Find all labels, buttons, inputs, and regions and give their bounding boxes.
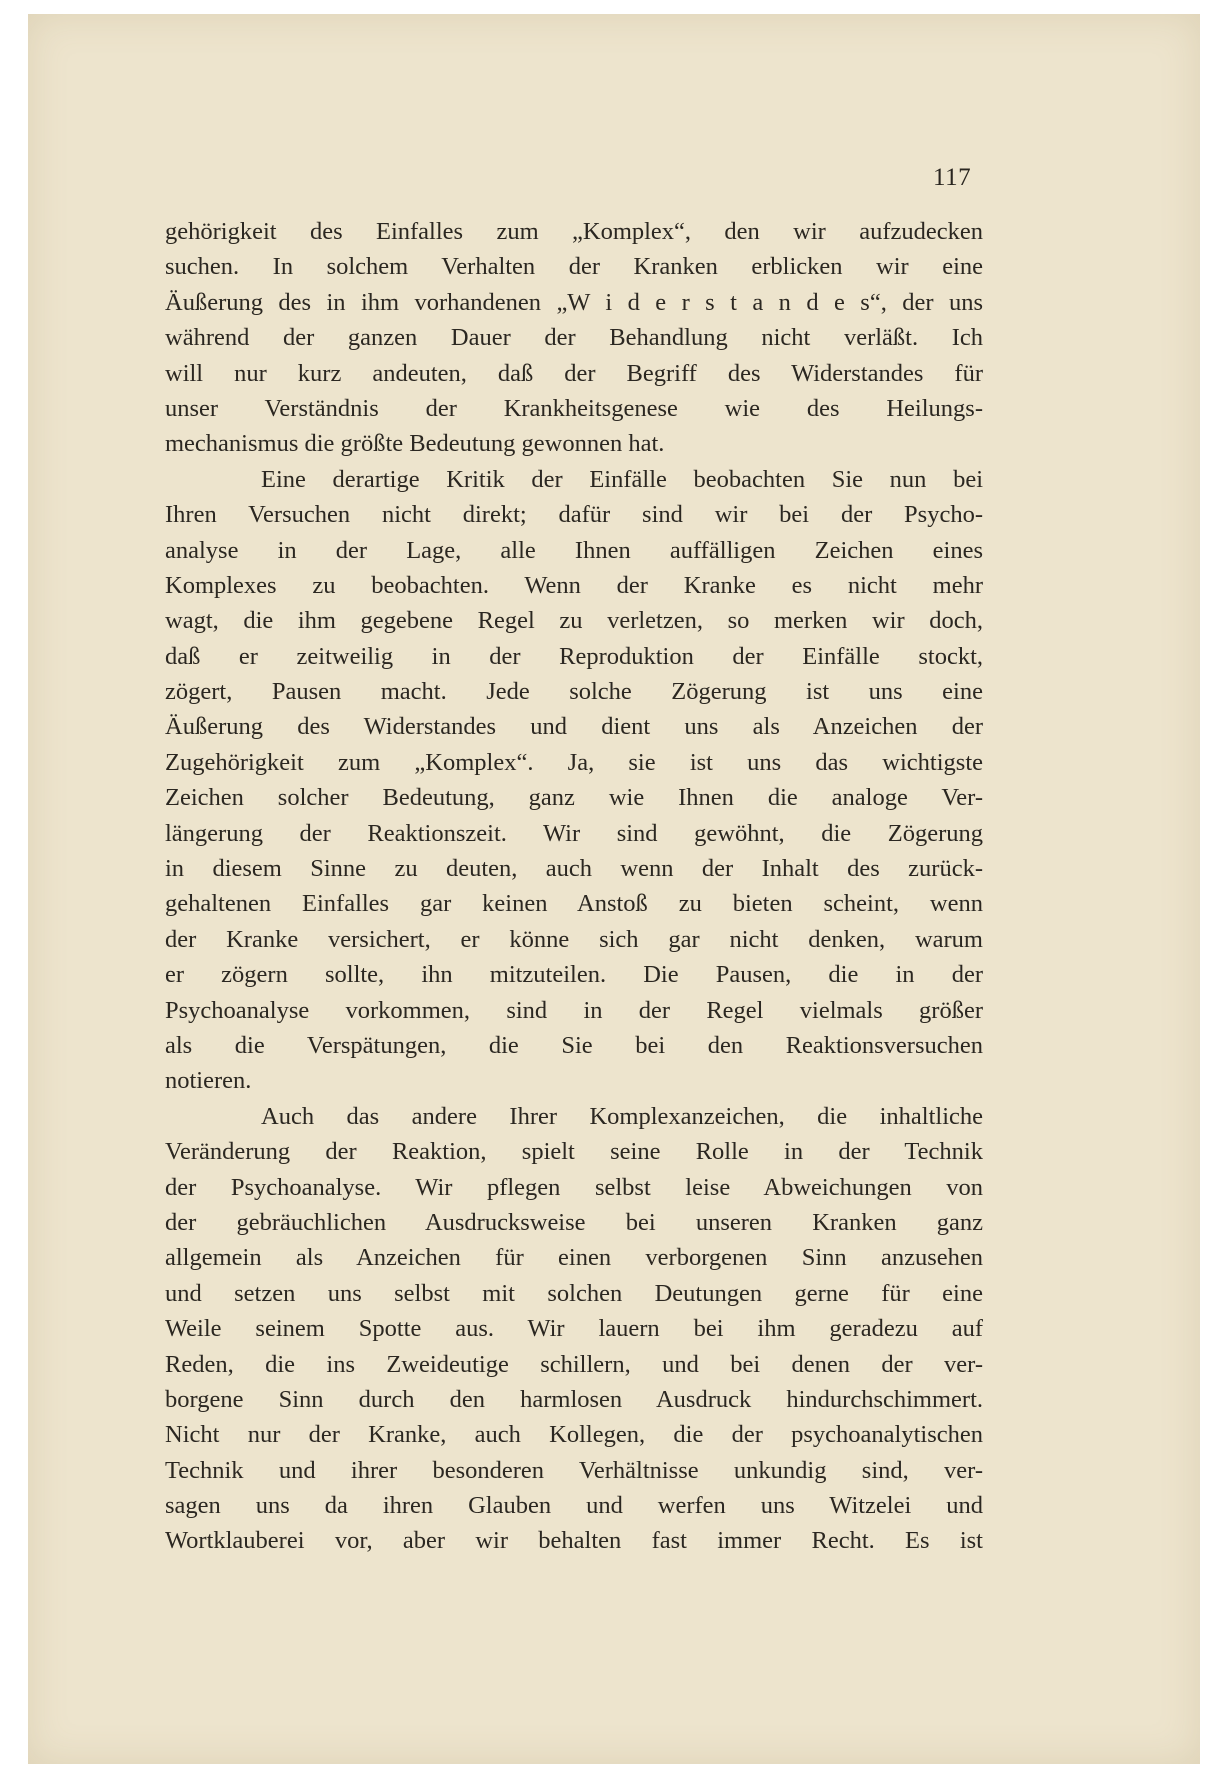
text-line: wagt, die ihm gegebene Regel zu verletzen, so merken wir doch, [165,607,983,635]
text-line: gehaltenen Einfalles gar keinen Anstoß zu bieten scheint, wenn [165,890,983,918]
text-line: Eine derartige Kritik der Einfälle beobachten Sie nun bei [261,465,983,493]
text-line: während der ganzen Dauer der Behandlung nicht verläßt. Ich [165,324,983,352]
text-line: unser Verständnis der Krankheitsgenese wie des Heilungs- [165,394,983,422]
text-line: er zögern sollte, ihn mitzuteilen. Die Pausen, die in der [165,961,983,989]
text-line: sagen uns da ihren Glauben und werfen uns Witzelei und [165,1492,983,1520]
text-line: Technik und ihrer besonderen Verhältnisse unkundig sind, ver- [165,1456,983,1484]
text-line: der Psychoanalyse. Wir pflegen selbst leise Abweichungen von [165,1173,983,1201]
text-line: und setzen uns selbst mit solchen Deutungen gerne für eine [165,1279,983,1307]
text-line: Weile seinem Spotte aus. Wir lauern bei ihm geradezu auf [165,1315,983,1343]
text-line: will nur kurz andeuten, daß der Begriff des Widerstandes für [165,359,983,387]
text-line: Äußerung des Widerstandes und dient uns als Anzeichen der [165,713,983,741]
text-line: der gebräuchlichen Ausdrucksweise bei unseren Kranken ganz [165,1208,983,1236]
text-line: Reden, die ins Zweideutige schillern, und bei denen der ver- [165,1350,983,1378]
text-line: in diesem Sinne zu deuten, auch wenn der Inhalt des zurück- [165,855,983,883]
text-line: allgemein als Anzeichen für einen verborgenen Sinn anzusehen [165,1244,983,1272]
text-line: gehörigkeit des Einfalles zum „Komplex“, den wir aufzudecken [165,218,983,245]
text-line: zögert, Pausen macht. Jede solche Zögerung ist uns eine [165,678,983,706]
text-line: Auch das andere Ihrer Komplexanzeichen, die inhaltliche [261,1102,983,1130]
text-line: borgene Sinn durch den harmlosen Ausdruck hindurchschimmert. [165,1385,983,1413]
text-line: notieren. [165,1067,252,1095]
text-line: daß er zeitweilig in der Reproduktion der Einfälle stockt, [165,642,983,670]
body-text [165,214,983,1559]
text-line: der Kranke versichert, er könne sich gar nicht denken, warum [165,925,983,953]
text-line: suchen. In solchem Verhalten der Kranken erblicken wir eine [165,253,983,281]
text-line: Wortklauberei vor, aber wir behalten fast immer Recht. Es ist [165,1527,983,1555]
text-line: als die Verspätungen, die Sie bei den Reaktionsversuchen [165,1031,983,1059]
text-line: analyse in der Lage, alle Ihnen auffälligen Zeichen eines [165,536,983,564]
text-line: Ihren Versuchen nicht direkt; dafür sind wir bei der Psycho- [165,501,983,529]
book-page [28,14,1200,1764]
text-line: Nicht nur der Kranke, auch Kollegen, die der psychoanalytischen [165,1421,983,1449]
text-line: Veränderung der Reaktion, spielt seine Rolle in der Technik [165,1138,983,1166]
text-line: Komplexes zu beobachten. Wenn der Kranke es nicht mehr [165,571,983,599]
text-line: Psychoanalyse vorkommen, sind in der Regel vielmals größer [165,996,983,1024]
text-line: Äußerung des in ihm vorhandenen „W i d e r s t a n d e s“, der uns [165,288,983,316]
page-number: 117 [933,164,972,191]
text-line: längerung der Reaktionszeit. Wir sind gewöhnt, die Zögerung [165,819,983,847]
text-line: Zeichen solcher Bedeutung, ganz wie Ihnen die analoge Ver- [165,784,983,812]
text-line: mechanismus die größte Bedeutung gewonnen hat. [165,430,665,458]
text-line: Zugehörigkeit zum „Komplex“. Ja, sie ist uns das wichtigste [165,748,983,776]
